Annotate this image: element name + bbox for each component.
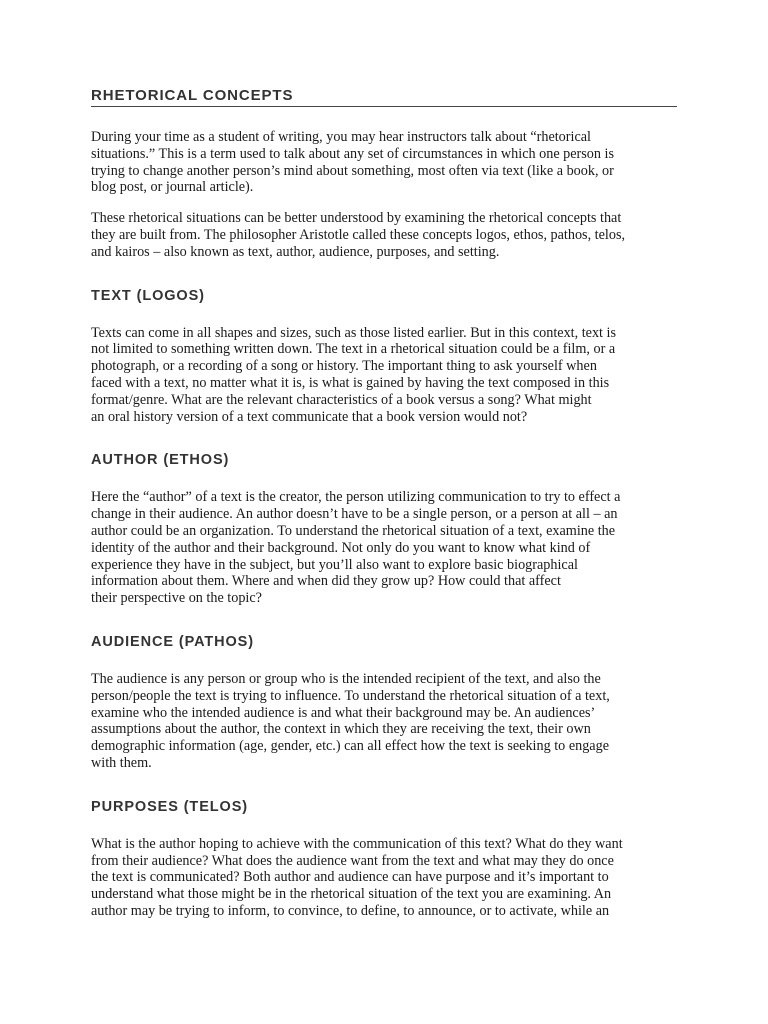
- paragraph-line: author could be an organization. To understand the rhetorical situation of a text, examine the: [91, 522, 616, 539]
- section-heading-author-ethos: AUTHOR (ETHOS): [91, 452, 230, 469]
- paragraph-line: information about them. Where and when did they grow up? How could that affect: [91, 573, 561, 590]
- paragraph-line: with them.: [91, 754, 152, 771]
- paragraph-line: photograph, or a recording of a song or history. The important thing to ask yourself when: [91, 358, 597, 375]
- section-heading-text-logos: TEXT (LOGOS): [91, 287, 205, 304]
- document-page: [91, 86, 677, 920]
- paragraph-line: an oral history version of a text communicate that a book version would not?: [91, 408, 528, 425]
- paragraph-line: Here the “author” of a text is the creator, the person utilizing communication to try to effect a: [91, 489, 621, 506]
- paragraph-line: the text is communicated? Both author and audience can have purpose and it’s important to: [91, 869, 609, 886]
- paragraph-line: from their audience? What does the audience want from the text and what may they do once: [91, 852, 614, 869]
- paragraph-line: faced with a text, no matter what it is, is what is gained by having the text composed in this: [91, 374, 610, 391]
- section-paragraph-text-logos: [91, 325, 677, 426]
- paragraph-line: The audience is any person or group who is the intended recipient of the text, and also the: [91, 670, 601, 687]
- section-heading-purposes-telos: PURPOSES (TELOS): [91, 798, 248, 815]
- paragraph-line: understand what those might be in the rhetorical situation of the text you are examining. An: [91, 886, 612, 903]
- paragraph-line: Texts can come in all shapes and sizes, such as those listed earlier. But in this context, text is: [91, 324, 617, 341]
- paragraph-line: person/people the text is trying to influence. To understand the rhetorical situation of a text,: [91, 687, 610, 704]
- paragraph-line: and kairos – also known as text, author, audience, purposes, and setting.: [91, 243, 500, 260]
- document-title: RHETORICAL CONCEPTS: [91, 86, 677, 107]
- paragraph-line: identity of the author and their background. Not only do you want to know what kind of: [91, 539, 591, 556]
- section-paragraph-purposes-telos: [91, 836, 677, 920]
- paragraph-line: assumptions about the author, the context in which they are receiving the text, their own: [91, 721, 591, 738]
- intro-paragraph-2: [91, 210, 677, 260]
- section-paragraph-author-ethos: [91, 489, 677, 607]
- paragraph-line: their perspective on the topic?: [91, 590, 262, 607]
- paragraph-line: examine who the intended audience is and what their background may be. An audiences’: [91, 704, 596, 721]
- paragraph-line: demographic information (age, gender, etc.) can all effect how the text is seeking to engage: [91, 738, 609, 755]
- paragraph-line: situations.” This is a term used to talk about any set of circumstances in which one person is: [91, 145, 614, 162]
- paragraph-line: experience they have in the subject, but you’ll also want to explore basic biographical: [91, 556, 578, 573]
- paragraph-line: change in their audience. An author doesn’t have to be a single person, or a person at all – an: [91, 506, 618, 523]
- intro-paragraph-1: [91, 129, 677, 196]
- paragraph-line: During your time as a student of writing, you may hear instructors talk about “rhetorical: [91, 129, 591, 145]
- section-heading-audience-pathos: AUDIENCE (PATHOS): [91, 633, 254, 650]
- paragraph-line: These rhetorical situations can be better understood by examining the rhetorical concepts that: [91, 210, 622, 227]
- paragraph-line: What is the author hoping to achieve with the communication of this text? What do they want: [91, 835, 623, 852]
- section-paragraph-audience-pathos: [91, 671, 677, 772]
- paragraph-line: not limited to something written down. The text in a rhetorical situation could be a film, or a: [91, 341, 616, 358]
- paragraph-line: blog post, or journal article).: [91, 179, 254, 196]
- paragraph-line: trying to change another person’s mind about something, most often via text (like a book, or: [91, 162, 614, 179]
- paragraph-line: format/genre. What are the relevant characteristics of a book versus a song? What might: [91, 391, 592, 408]
- paragraph-line: author may be trying to inform, to convince, to define, to announce, or to activate, while an: [91, 902, 610, 919]
- paragraph-line: they are built from. The philosopher Aristotle called these concepts logos, ethos, pathos, telos,: [91, 226, 626, 243]
